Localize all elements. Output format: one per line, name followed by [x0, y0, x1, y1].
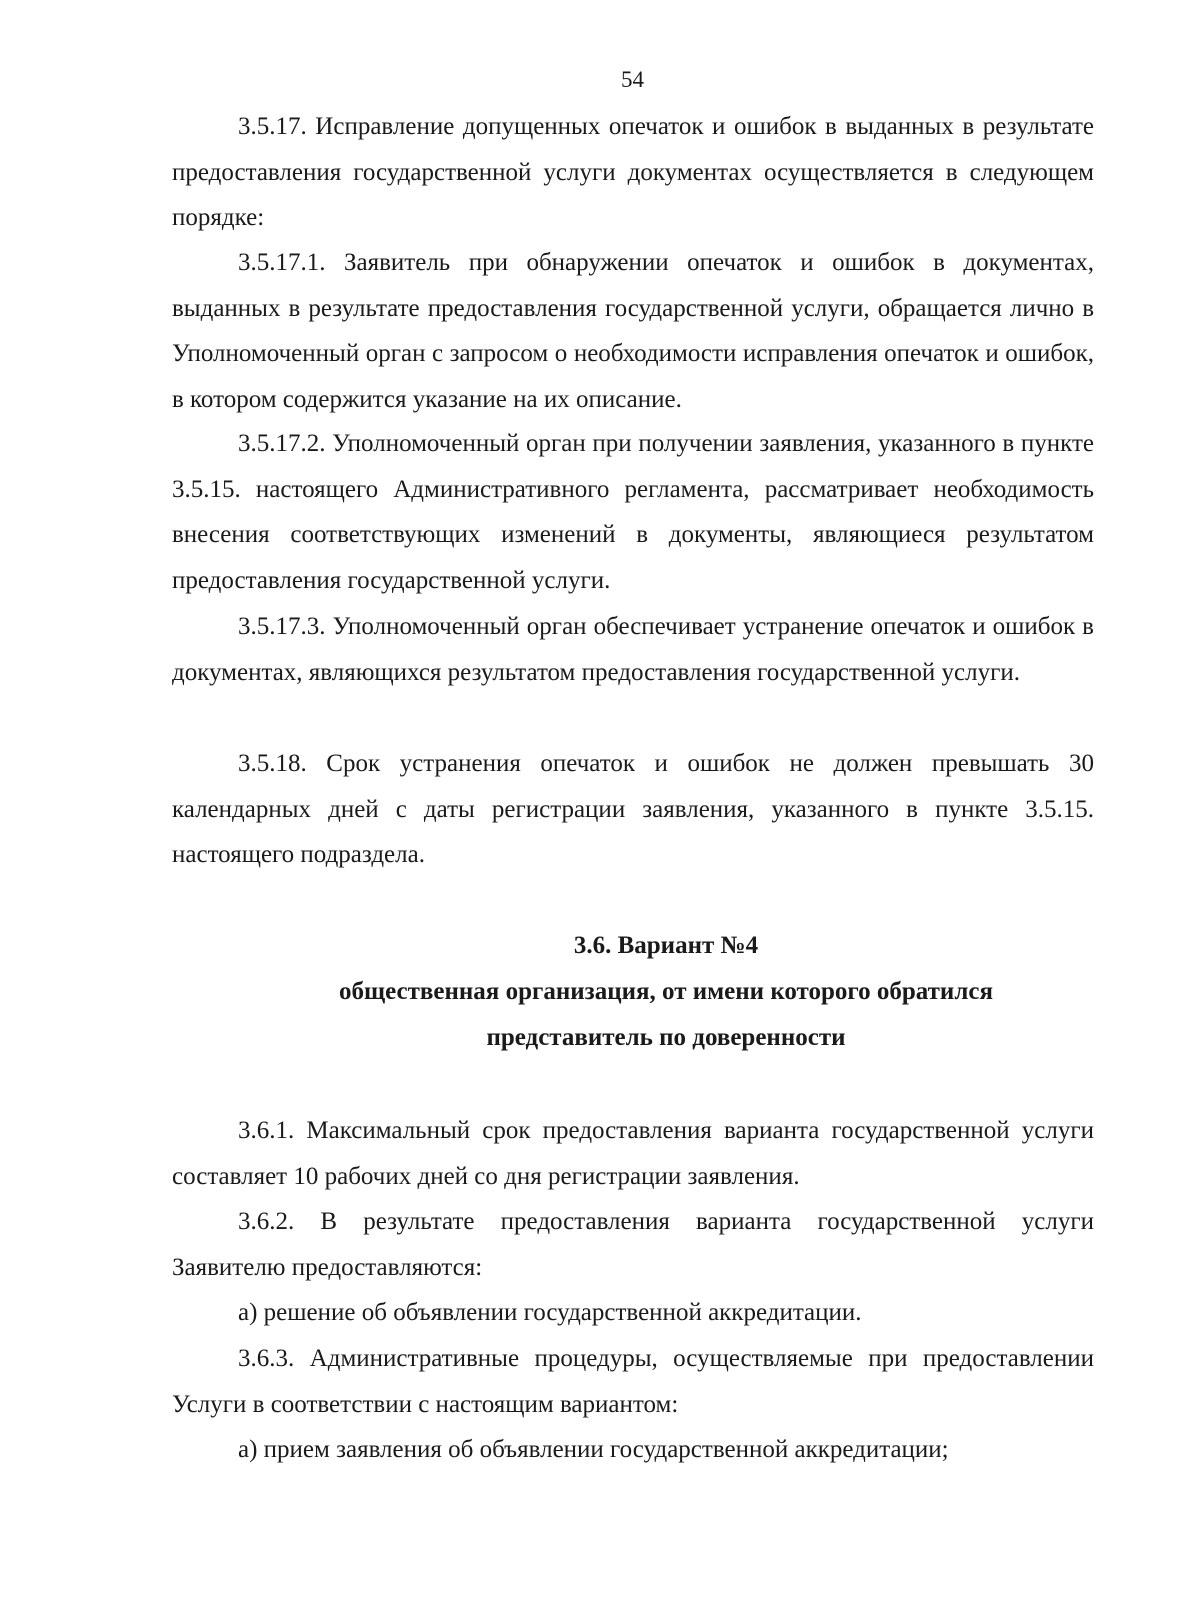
page-number: 54 [621, 67, 644, 92]
paragraph-3-5-18: 3.5.18. Срок устранения опечаток и ошибок не должен превышать 30 календарных дней с даты регистрации заявления, указанного в пункте 3.5.15. настоящего подраздела. [172, 750, 1094, 868]
paragraph-3-5-17-3: 3.5.17.3. Уполномоченный орган обеспечивает устранение опечаток и ошибок в документах, являющихся результатом предоставления государственной услуги. [172, 613, 1094, 686]
list-item-a-reception: а) прием заявления об объявлении государственной аккредитации; [238, 1436, 949, 1463]
section-heading-subtitle-2: представитель по доверенности [486, 1024, 846, 1051]
paragraph-3-5-17-1: 3.5.17.1. Заявитель при обнаружении опечаток и ошибок в документах, выданных в результате предоставления государственной услуги, обращается лично в Уполномоченный орган с запросом о необходимости исправления опечаток и ошибок, в котором содержится указание на их описание. [172, 249, 1094, 413]
list-item-a-decision: а) решение об объявлении государственной аккредитации. [238, 1299, 862, 1326]
paragraph-3-5-17-2: 3.5.17.2. Уполномоченный орган при получении заявления, указанного в пункте 3.5.15. настоящего Административного регламента, рассматривает необходимость внесения соответствующих изменений в документы, являющиеся результатом предоставления государственной услуги. [172, 430, 1094, 594]
paragraph-3-6-3: 3.6.3. Административные процедуры, осуществляемые при предоставлении Услуги в соответствии с настоящим вариантом: [172, 1345, 1094, 1418]
section-heading-subtitle: общественная организация, от имени которого обратился [339, 978, 993, 1005]
section-heading-title: 3.6. Вариант №4 [573, 932, 759, 959]
paragraph-3-6-1: 3.6.1. Максимальный срок предоставления варианта государственной услуги составляет 10 рабочих дней со дня регистрации заявления. [172, 1117, 1094, 1190]
paragraph-3-5-17: 3.5.17. Исправление допущенных опечаток и ошибок в выданных в результате предоставления государственной услуги документах осуществляется в следующем порядке: [172, 113, 1094, 231]
paragraph-3-6-2: 3.6.2. В результате предоставления варианта государственной услуги Заявителю предоставляются: [172, 1208, 1094, 1281]
